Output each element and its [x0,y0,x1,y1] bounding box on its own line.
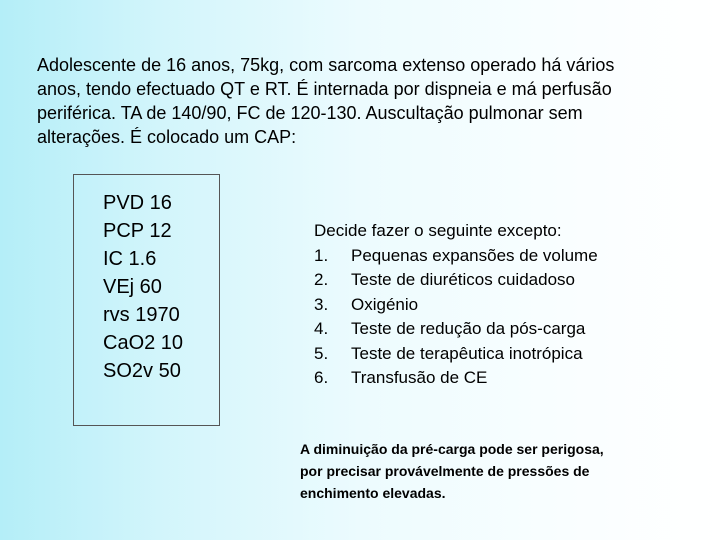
cap-value-pvd: PVD 16 [103,192,172,214]
options-list [314,244,714,391]
option-text: Teste de redução da pós-carga [351,319,586,338]
case-description [37,53,707,149]
cap-values-list [103,189,183,385]
option-item [314,268,714,293]
case-line: anos, tendo efectuado QT e RT. É internada por dispneia e má perfusão [37,79,612,99]
answer-note [300,438,700,504]
case-line: periférica. TA de 140/90, FC de 120-130. Auscultação pulmonar sem [37,103,583,123]
note-line: por precisar provávelmente de pressões de [300,463,590,479]
option-text: Transfusão de CE [351,368,488,387]
option-text: Pequenas expansões de volume [351,245,598,265]
option-item [314,342,714,367]
option-number: 2. [314,270,329,289]
note-line: A diminuição da pré-carga pode ser perigosa, [300,441,604,457]
cap-value-rvs: rvs 1970 [103,304,180,326]
option-item [314,244,714,269]
option-text: Teste de diuréticos cuidadoso [351,270,575,289]
option-item [314,293,714,318]
option-text: Oxigénio [351,294,419,314]
option-item [314,317,714,342]
option-number: 3. [314,294,329,314]
note-line: enchimento elevadas. [300,485,446,501]
cap-values-box [73,174,220,426]
option-text: Teste de terapêutica inotrópica [351,343,583,363]
case-line: Adolescente de 16 anos, 75kg, com sarcoma extenso operado há vários [37,55,615,75]
cap-value-vej: VEj 60 [103,276,162,298]
cap-value-pcp: PCP 12 [103,220,172,242]
options-heading: Decide fazer o seguinte excepto: [314,221,562,240]
option-number: 4. [314,319,329,338]
option-item [314,366,714,391]
cap-value-cao2: CaO2 10 [103,332,184,354]
option-number: 6. [314,368,329,387]
case-line: alterações. É colocado um CAP: [37,127,297,147]
cap-value-ic: IC 1.6 [103,248,157,270]
option-number: 5. [314,343,329,363]
options-block [314,219,714,391]
option-number: 1. [314,245,329,265]
cap-value-so2v: SO2v 50 [103,360,181,382]
